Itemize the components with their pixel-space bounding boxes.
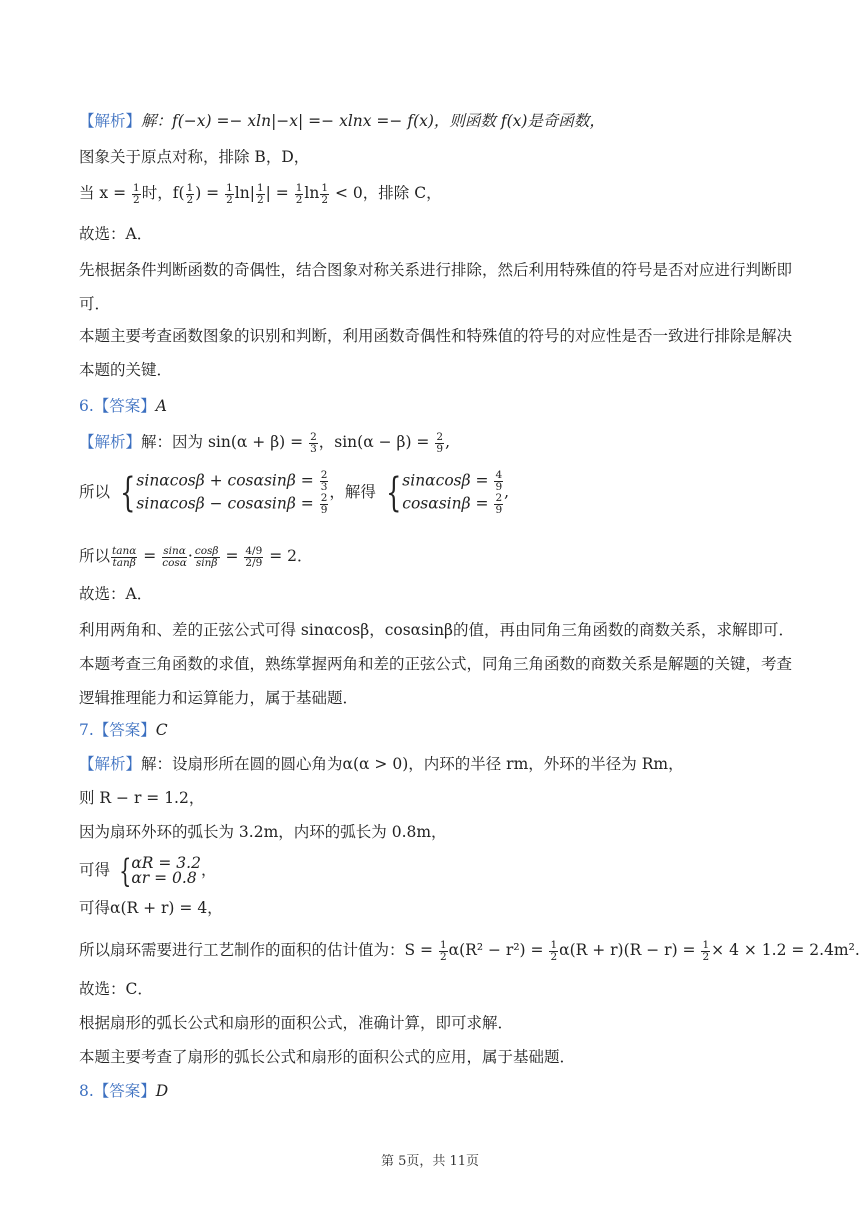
q6-ratio-post: = 2． (269, 547, 313, 565)
fraction: $\frac{1}{2}$ (295, 181, 303, 206)
fraction: $\frac{1}{2}$ (321, 181, 329, 206)
q5-l3-post: < 0，排除 C， (335, 184, 442, 202)
q6-sys-pre: 所以 (79, 483, 111, 501)
fraction: $\frac{\sin\alpha}{\cos\alpha}$ (162, 544, 187, 569)
q5-line-7: 本题主要考查函数图象的识别和判断，利用函数奇偶性和特殊值的符号的对应性是否一致进行排除是解决 (79, 327, 793, 345)
fraction: $\frac{1}{2}$ (439, 938, 447, 963)
q7-l6-b: α(R + r)(R − r) = (559, 941, 696, 959)
q7-l6-pre: 所以扇环需要进行工艺制作的面积的估计值为：S = (79, 941, 434, 959)
q5-line-1 (79, 110, 605, 132)
equation-system: { sinαcosβ + cosαsinβ = $\frac{2}{3}$ sinαcosβ − cosαsinβ = $\frac{2}{9}$ (120, 469, 328, 516)
q7-answer (79, 719, 168, 741)
q7-l6-a: α(R² − r²) = (448, 941, 544, 959)
q5-line-5: 先根据条件判断函数的奇偶性，结合图象对称关系进行排除，然后利用特殊值的符号是否对应进行判断即 (79, 261, 793, 279)
q5-l3-mid: 时，f( (141, 184, 185, 202)
fraction: $\frac{\tan\alpha}{\tan\beta}$ (112, 544, 137, 569)
q5-l3-mid5: ln (304, 184, 320, 202)
q6-explain-2: 本题考查三角函数的求值，熟练掌握两角和差的正弦公式，同角三角函数的商数关系是解题的关键，考查 (79, 655, 793, 673)
q7-sys-pre: 可得 (79, 861, 111, 879)
answer-label: 8.【答案】 (79, 1082, 156, 1100)
q5-line1-text: 解：f(−x) =− xln|−x| =− xlnx =− f(x)，则函数 f(x)是奇函数， (141, 112, 605, 130)
fraction: $\frac{1}{2}$ (702, 938, 710, 963)
q8-answer (79, 1080, 168, 1102)
q6-answer (79, 395, 167, 417)
q5-line-2: 图象关于原点对称，排除 B，D， (79, 148, 310, 166)
fraction: $\frac{1}{2}$ (226, 181, 233, 206)
q6-ratio-line: 所以 $\frac{\tan\alpha}{\tan\beta}$ = $\frac{\sin\alpha}{\cos\alpha}$ · $\frac{\cos\beta}{\sin\beta}$ = $\frac{4/9}{2/9}$ = 2． (79, 544, 313, 569)
answer-value: A (155, 397, 167, 415)
q6-explain-3: 逻辑推理能力和运算能力，属于基础题． (79, 689, 359, 707)
fraction: $\frac{4/9}{2/9}$ (245, 544, 263, 569)
answer-value: C (155, 721, 168, 739)
q7-line-2: 则 R − r = 1.2， (79, 789, 205, 807)
q7-choose: 故选：C． (79, 980, 153, 998)
q5-l3-mid4: | = (265, 184, 289, 202)
q6-system-line (79, 470, 509, 516)
fraction: $\frac{\cos\beta}{\sin\beta}$ (194, 544, 219, 569)
q5-l3-mid3: ln| (234, 184, 255, 202)
q7-line-3: 因为扇环外环的弧长为 3.2m，内环的弧长为 0.8m， (79, 823, 447, 841)
fraction: $\frac{1}{2}$ (550, 938, 558, 963)
q6-l1-post: , (445, 433, 450, 451)
q7-sys-post: ， (200, 861, 217, 879)
q5-l3-mid2: ) = (195, 184, 220, 202)
q6-ratio-pre: 所以 (79, 547, 111, 565)
fraction: $\frac{1}{2}$ (133, 181, 140, 206)
q5-line-8: 本题的关键． (79, 361, 173, 379)
q7-line-6 (79, 939, 860, 963)
q7-system-line (79, 852, 217, 890)
q6-sys-post: , (504, 483, 510, 501)
q7-line-1 (79, 753, 684, 775)
q6-choose: 故选：A． (79, 585, 153, 603)
equation-system: { sinαcosβ = $\frac{4}{9}$ cosαsinβ = $\frac{2}{9}$ (385, 469, 503, 516)
answer-label: 6.【答案】 (79, 397, 156, 415)
q7-l1-text: 解：设扇形所在圆的圆心角为α(α > 0)，内环的半径 rm，外环的半径为 Rm， (141, 755, 684, 773)
q5-l3-pre: 当 x = (79, 184, 127, 202)
q7-explain-2: 本题主要考查了扇形的弧长公式和扇形的面积公式的应用，属于基础题． (79, 1048, 576, 1066)
answer-value: D (155, 1082, 169, 1100)
analysis-tag: 【解析】 (79, 112, 142, 130)
analysis-tag: 【解析】 (79, 755, 142, 773)
q6-line-1 (79, 431, 450, 455)
fraction: $\frac{2}{9}$ (436, 430, 444, 455)
analysis-tag: 【解析】 (79, 433, 142, 451)
fraction: $\frac{2}{3}$ (310, 430, 317, 455)
q7-line-5: 可得α(R + r) = 4， (79, 899, 223, 917)
fraction: $\frac{1}{2}$ (186, 181, 194, 206)
q5-line-4: 故选：A． (79, 225, 153, 243)
q7-explain-1: 根据扇形的弧长公式和扇形的面积公式，准确计算，即可求解． (79, 1014, 514, 1032)
q6-explain-1: 利用两角和、差的正弦公式可得 sinαcosβ，cosαsinβ的值，再由同角三角函数的商数关系，求解即可． (79, 621, 795, 639)
q5-line-3 (79, 182, 442, 206)
answer-label: 7.【答案】 (79, 721, 156, 739)
q6-l1-mid: ，sin(α − β) = (318, 433, 430, 451)
fraction: $\frac{1}{2}$ (256, 181, 264, 206)
q6-l1-pre: 解：因为 sin(α + β) = (141, 433, 304, 451)
q5-line-6: 可． (79, 295, 111, 313)
q7-l6-c: × 4 × 1.2 = 2.4m². (711, 941, 860, 959)
page-footer: 第 5页，共 11页 (380, 1154, 480, 1169)
q6-sys-mid: ，解得 (329, 483, 376, 501)
equation-system: { αR = 3.2 αr = 0.8 (119, 852, 201, 890)
